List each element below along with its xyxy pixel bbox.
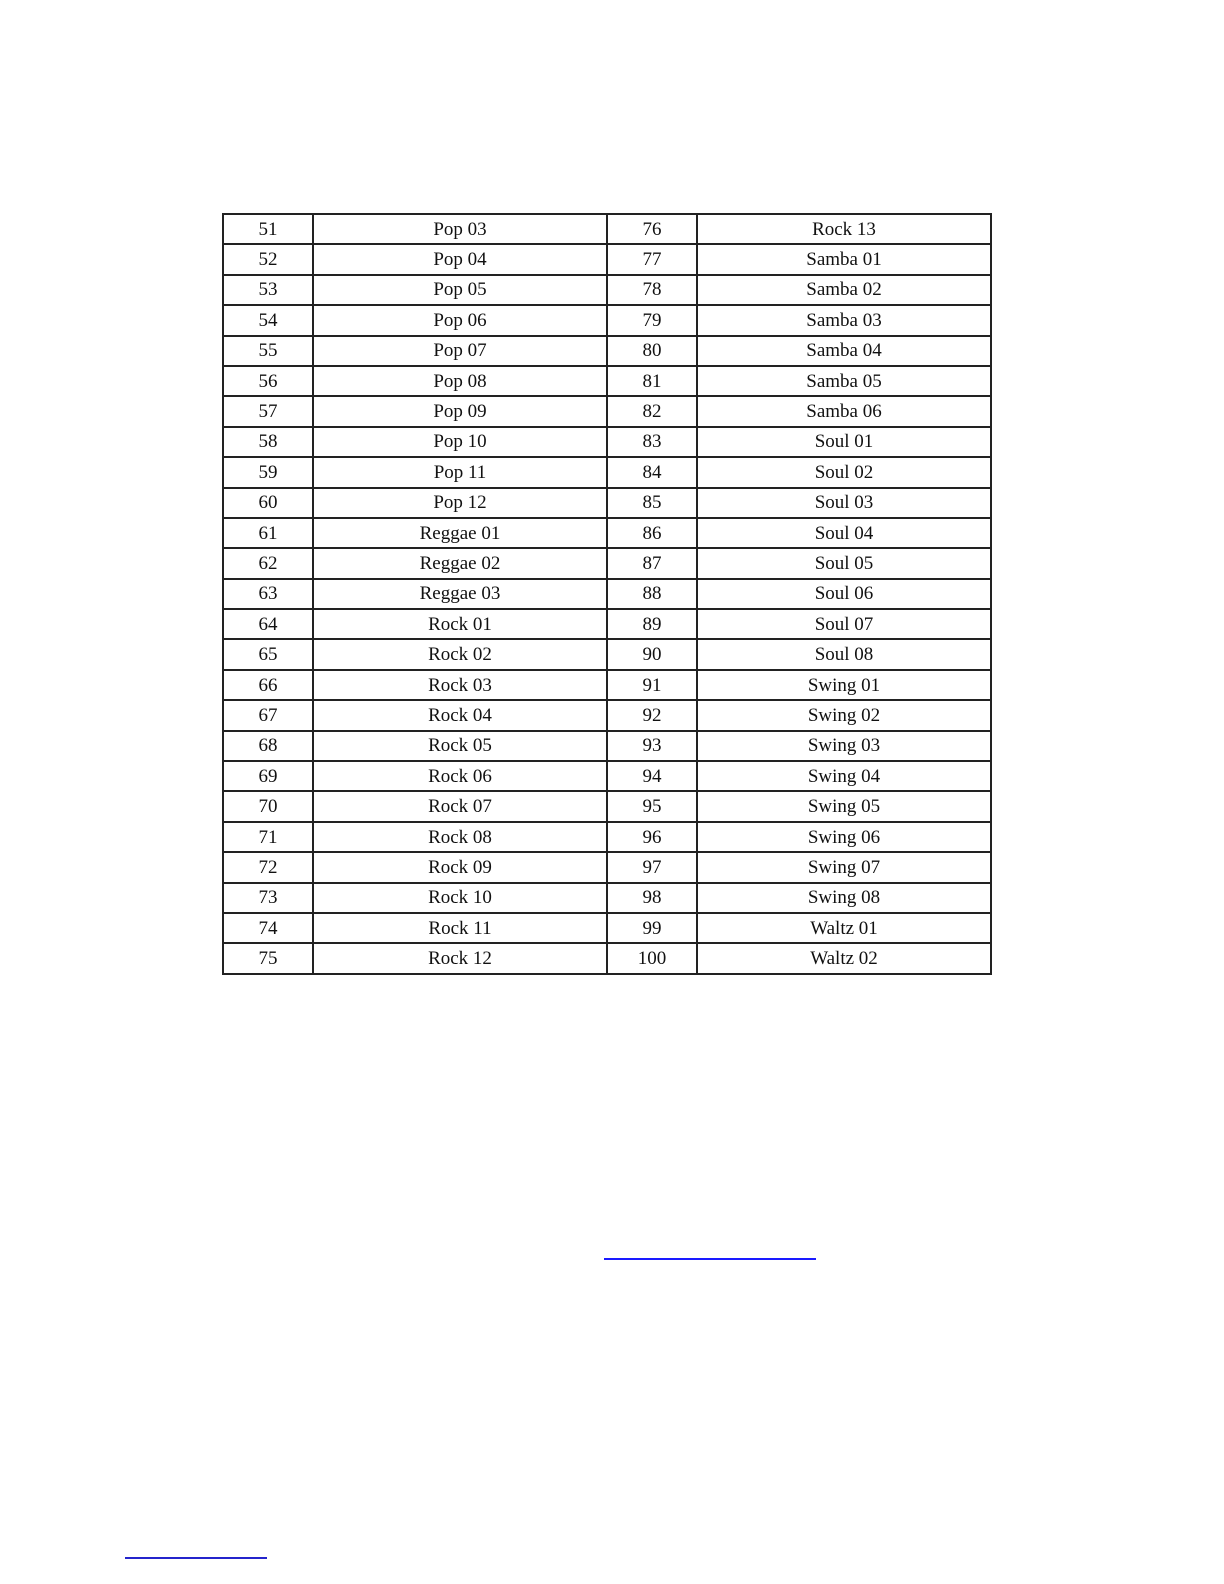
style-number-cell: 79	[607, 305, 697, 335]
style-name-cell: Rock 12	[313, 943, 607, 973]
style-number-cell: 59	[223, 457, 313, 487]
style-name-cell: Rock 07	[313, 791, 607, 821]
table-row	[223, 943, 991, 973]
style-number-cell: 58	[223, 427, 313, 457]
table-row	[223, 488, 991, 518]
style-name-cell: Soul 01	[697, 427, 991, 457]
table-row	[223, 336, 991, 366]
style-number-cell: 66	[223, 670, 313, 700]
style-number-cell: 72	[223, 852, 313, 882]
style-number-cell: 96	[607, 822, 697, 852]
style-list-table	[222, 213, 992, 975]
style-number-cell: 84	[607, 457, 697, 487]
style-number-cell: 99	[607, 913, 697, 943]
table-row	[223, 396, 991, 426]
style-name-cell: Soul 03	[697, 488, 991, 518]
style-number-cell: 62	[223, 548, 313, 578]
table-row	[223, 244, 991, 274]
style-name-cell: Pop 12	[313, 488, 607, 518]
style-number-cell: 86	[607, 518, 697, 548]
style-number-cell: 75	[223, 943, 313, 973]
style-list-body	[223, 214, 991, 974]
style-name-cell: Rock 13	[697, 214, 991, 244]
style-name-cell: Waltz 01	[697, 913, 991, 943]
style-name-cell: Samba 04	[697, 336, 991, 366]
style-name-cell: Reggae 03	[313, 579, 607, 609]
table-row	[223, 913, 991, 943]
style-name-cell: Swing 08	[697, 883, 991, 913]
table-row	[223, 548, 991, 578]
style-name-cell: Pop 10	[313, 427, 607, 457]
style-name-cell: Rock 11	[313, 913, 607, 943]
table-row	[223, 822, 991, 852]
table-row	[223, 275, 991, 305]
table-row	[223, 214, 991, 244]
style-name-cell: Soul 07	[697, 609, 991, 639]
style-number-cell: 69	[223, 761, 313, 791]
style-name-cell: Pop 08	[313, 366, 607, 396]
footnote-separator	[125, 1557, 267, 1559]
style-name-cell: Swing 03	[697, 731, 991, 761]
table-row	[223, 305, 991, 335]
style-name-cell: Reggae 01	[313, 518, 607, 548]
style-name-cell: Rock 05	[313, 731, 607, 761]
style-number-cell: 85	[607, 488, 697, 518]
style-name-cell: Pop 11	[313, 457, 607, 487]
style-name-cell: Rock 03	[313, 670, 607, 700]
style-name-cell: Soul 05	[697, 548, 991, 578]
table-row	[223, 883, 991, 913]
style-name-cell: Samba 05	[697, 366, 991, 396]
table-row	[223, 791, 991, 821]
style-number-cell: 73	[223, 883, 313, 913]
style-name-cell: Rock 10	[313, 883, 607, 913]
style-name-cell: Pop 09	[313, 396, 607, 426]
style-number-cell: 51	[223, 214, 313, 244]
style-number-cell: 89	[607, 609, 697, 639]
style-number-cell: 80	[607, 336, 697, 366]
style-name-cell: Swing 02	[697, 700, 991, 730]
style-number-cell: 53	[223, 275, 313, 305]
table-row	[223, 579, 991, 609]
style-number-cell: 92	[607, 700, 697, 730]
style-name-cell: Swing 06	[697, 822, 991, 852]
style-number-cell: 76	[607, 214, 697, 244]
style-name-cell: Soul 06	[697, 579, 991, 609]
style-number-cell: 100	[607, 943, 697, 973]
style-number-cell: 98	[607, 883, 697, 913]
style-name-cell: Rock 02	[313, 639, 607, 669]
style-number-cell: 65	[223, 639, 313, 669]
table-row	[223, 427, 991, 457]
style-number-cell: 68	[223, 731, 313, 761]
style-number-cell: 97	[607, 852, 697, 882]
style-name-cell: Pop 07	[313, 336, 607, 366]
style-name-cell: Rock 06	[313, 761, 607, 791]
style-number-cell: 56	[223, 366, 313, 396]
table-row	[223, 366, 991, 396]
style-name-cell: Soul 04	[697, 518, 991, 548]
style-name-cell: Swing 07	[697, 852, 991, 882]
table-row	[223, 700, 991, 730]
style-number-cell: 95	[607, 791, 697, 821]
style-name-cell: Soul 02	[697, 457, 991, 487]
style-name-cell: Pop 06	[313, 305, 607, 335]
table-row	[223, 609, 991, 639]
style-name-cell: Rock 04	[313, 700, 607, 730]
style-name-cell: Samba 03	[697, 305, 991, 335]
style-number-cell: 87	[607, 548, 697, 578]
style-name-cell: Pop 03	[313, 214, 607, 244]
style-number-cell: 61	[223, 518, 313, 548]
link-underline[interactable]	[604, 1258, 816, 1260]
style-number-cell: 70	[223, 791, 313, 821]
table-row	[223, 761, 991, 791]
style-name-cell: Samba 02	[697, 275, 991, 305]
style-number-cell: 64	[223, 609, 313, 639]
table-row	[223, 670, 991, 700]
table-row	[223, 518, 991, 548]
style-number-cell: 88	[607, 579, 697, 609]
style-name-cell: Waltz 02	[697, 943, 991, 973]
style-number-cell: 82	[607, 396, 697, 426]
style-name-cell: Rock 09	[313, 852, 607, 882]
style-number-cell: 74	[223, 913, 313, 943]
style-number-cell: 78	[607, 275, 697, 305]
style-name-cell: Swing 04	[697, 761, 991, 791]
style-number-cell: 93	[607, 731, 697, 761]
table-row	[223, 731, 991, 761]
table-row	[223, 457, 991, 487]
style-name-cell: Rock 08	[313, 822, 607, 852]
style-number-cell: 52	[223, 244, 313, 274]
style-number-cell: 55	[223, 336, 313, 366]
style-name-cell: Samba 06	[697, 396, 991, 426]
style-number-cell: 71	[223, 822, 313, 852]
style-name-cell: Soul 08	[697, 639, 991, 669]
table-row	[223, 639, 991, 669]
style-number-cell: 94	[607, 761, 697, 791]
style-name-cell: Swing 05	[697, 791, 991, 821]
style-number-cell: 90	[607, 639, 697, 669]
style-name-cell: Rock 01	[313, 609, 607, 639]
style-number-cell: 57	[223, 396, 313, 426]
style-number-cell: 77	[607, 244, 697, 274]
style-number-cell: 91	[607, 670, 697, 700]
style-number-cell: 83	[607, 427, 697, 457]
style-name-cell: Pop 05	[313, 275, 607, 305]
style-number-cell: 81	[607, 366, 697, 396]
style-name-cell: Reggae 02	[313, 548, 607, 578]
style-number-cell: 67	[223, 700, 313, 730]
style-number-cell: 63	[223, 579, 313, 609]
style-name-cell: Swing 01	[697, 670, 991, 700]
style-name-cell: Pop 04	[313, 244, 607, 274]
style-number-cell: 60	[223, 488, 313, 518]
table-row	[223, 852, 991, 882]
style-number-cell: 54	[223, 305, 313, 335]
style-name-cell: Samba 01	[697, 244, 991, 274]
